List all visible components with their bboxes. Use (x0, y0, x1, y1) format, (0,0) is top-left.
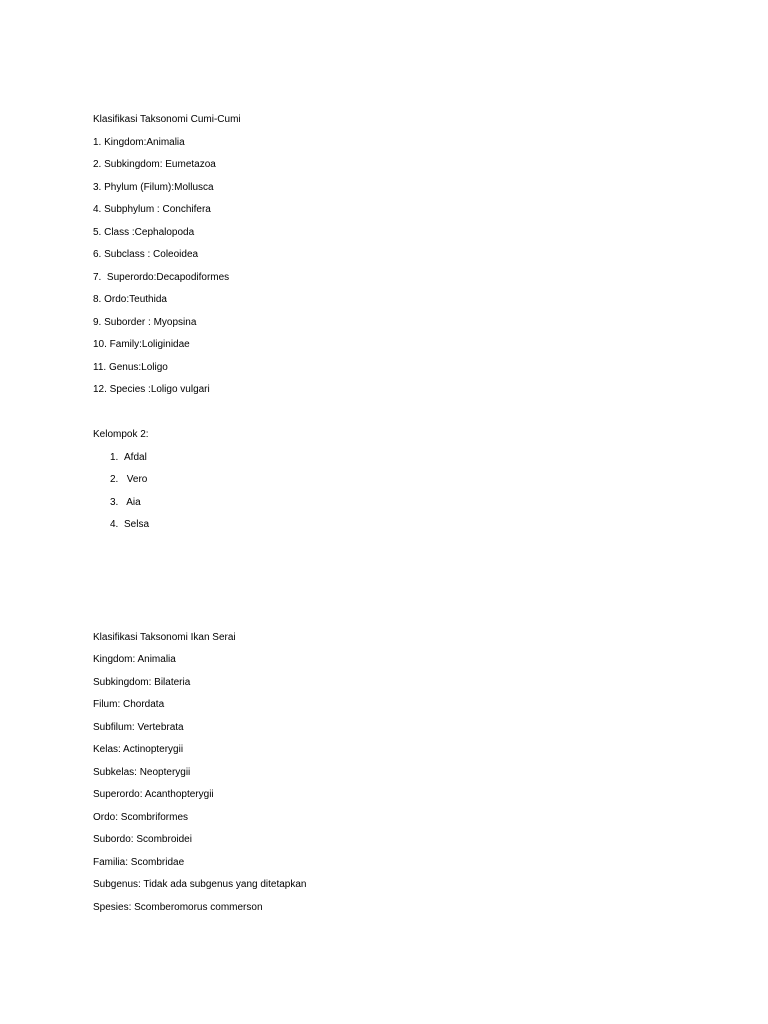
section2-item: Ordo: Scombriformes (93, 812, 189, 823)
section1-item: 3. Phylum (Filum):Mollusca (93, 182, 214, 193)
section1-item: 6. Subclass : Coleoidea (93, 249, 199, 260)
group-member-number: 3. (110, 497, 119, 508)
section1-item: 10. Family:Loliginidae (93, 339, 190, 350)
section2-item: Subordo: Scombroidei (93, 834, 192, 845)
section2-item: Kingdom: Animalia (93, 654, 176, 665)
group-member-number: 1. (110, 452, 119, 463)
section2-item: Subfilum: Vertebrata (93, 722, 184, 733)
section1-item: 4. Subphylum : Conchifera (93, 204, 211, 215)
group-member-number: 4. (110, 519, 119, 530)
group-member-name: Vero (124, 474, 148, 485)
section1-item: 7. Superordo:Decapodiformes (93, 272, 230, 283)
group-member-name: Selsa (124, 519, 150, 530)
section2-item: Kelas: Actinopterygii (93, 744, 184, 755)
section2-item: Familia: Scombridae (93, 857, 185, 868)
section1-item: 1. Kingdom:Animalia (93, 137, 185, 148)
group-title: Kelompok 2: (93, 429, 149, 440)
group-member-number: 2. (110, 474, 119, 485)
group-member-name: Aia (124, 497, 141, 508)
group-member-name: Afdal (124, 452, 147, 463)
section1-item: 5. Class :Cephalopoda (93, 227, 195, 238)
section1-item: 8. Ordo:Teuthida (93, 294, 167, 305)
section1-item: 9. Suborder : Myopsina (93, 317, 197, 328)
section1-item: 12. Species :Loligo vulgari (93, 384, 210, 395)
section2-item: Subkingdom: Bilateria (93, 677, 191, 688)
section1-item: 11. Genus:Loligo (93, 362, 168, 373)
section2-item: Superordo: Acanthopterygii (93, 789, 214, 800)
section2-item: Filum: Chordata (93, 699, 165, 710)
section1-item: 2. Subkingdom: Eumetazoa (93, 159, 216, 170)
section2-item: Spesies: Scomberomorus commerson (93, 902, 263, 913)
section2-title: Klasifikasi Taksonomi Ikan Serai (93, 632, 236, 643)
section2-item: Subkelas: Neopterygii (93, 767, 191, 778)
section2-item: Subgenus: Tidak ada subgenus yang ditetapkan (93, 879, 307, 890)
section1-title: Klasifikasi Taksonomi Cumi-Cumi (93, 114, 241, 125)
